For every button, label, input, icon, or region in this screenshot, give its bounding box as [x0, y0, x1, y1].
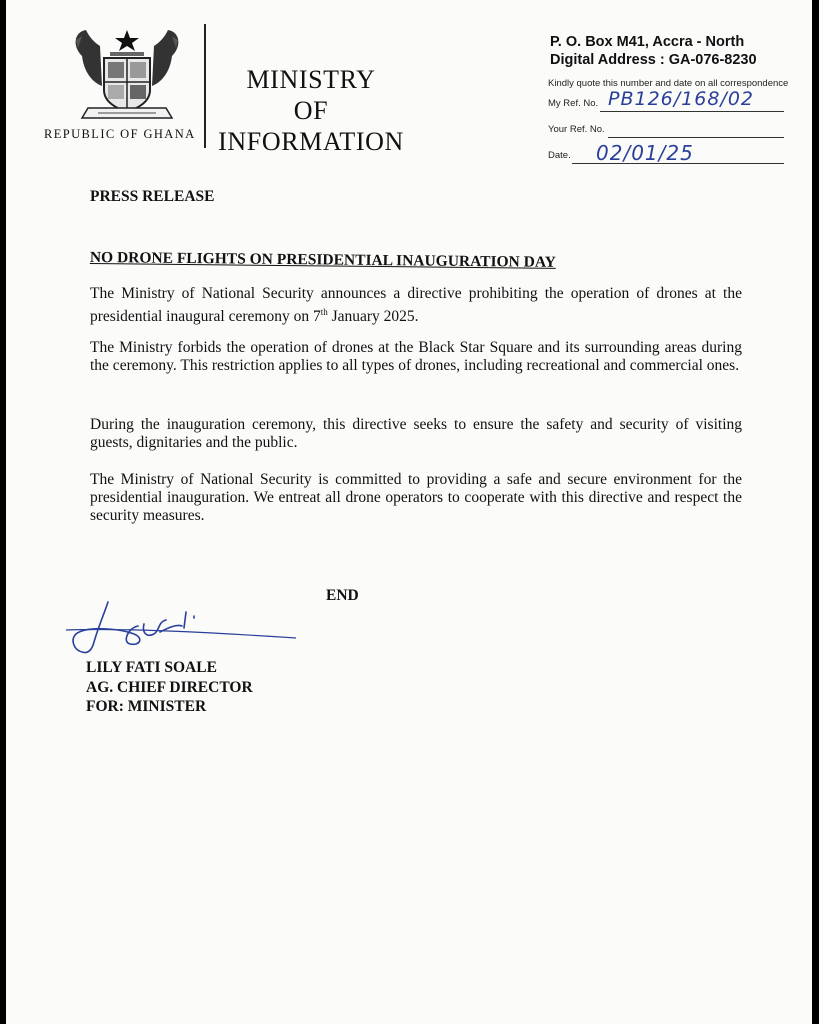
date-value: 02/01/25 [596, 141, 694, 165]
signatory-title: AG. CHIEF DIRECTOR [86, 679, 253, 696]
signatory-name: LILY FATI SOALE [86, 659, 217, 676]
ministry-title-line-3: INFORMATION [218, 127, 404, 156]
postal-address: P. O. Box M41, Accra - North [550, 34, 745, 50]
your-ref-label: Your Ref. No. [548, 124, 605, 135]
country-label: REPUBLIC OF GHANA [44, 127, 196, 141]
ghana-coat-of-arms-icon [68, 26, 186, 122]
signatory-for: FOR: MINISTER [86, 698, 207, 715]
my-ref-line [600, 111, 784, 112]
quote-note: Kindly quote this number and date on all correspondence [548, 78, 789, 89]
my-ref-value: PB126/168/02 [608, 88, 755, 110]
paragraph-2: The Ministry forbids the operation of drones at the Black Star Square and its surrounding areas during the ceremony. This restriction applies to all types of drones, including recreational and commercial ones. [90, 339, 742, 374]
ordinal-suffix: th [320, 307, 328, 317]
paragraph-1-text-end: January 2025. [327, 308, 419, 326]
end-marker: END [326, 587, 359, 604]
headline: NO DRONE FLIGHTS ON PRESIDENTIAL INAUGURATION DAY [89, 249, 556, 271]
paragraph-4: The Ministry of National Security is committed to providing a safe and secure environment for the presidential inauguration. We entreat all drone operators to cooperate with this directive and respect the security measures. [90, 471, 742, 524]
digital-address: Digital Address : GA-076-8230 [550, 52, 757, 68]
press-release-label: PRESS RELEASE [90, 188, 215, 205]
ministry-title-line-2: OF [293, 96, 329, 125]
your-ref-line [608, 137, 784, 138]
paragraph-1-text: The Ministry of National Security announces a directive prohibiting the operation of drones at the presidential inaugural ceremony on 7 [90, 285, 742, 326]
date-label: Date. [548, 150, 571, 161]
document-page [6, 0, 812, 1024]
paragraph-3: During the inauguration ceremony, this directive seeks to ensure the safety and security of visiting guests, dignitaries and the public. [90, 416, 742, 451]
my-ref-label: My Ref. No. [548, 98, 599, 109]
letterhead-divider [204, 24, 206, 148]
signature-icon [64, 598, 299, 660]
ministry-title-line-1: MINISTRY [246, 65, 376, 94]
ministry-title [216, 64, 406, 157]
paragraph-1 [90, 285, 742, 326]
